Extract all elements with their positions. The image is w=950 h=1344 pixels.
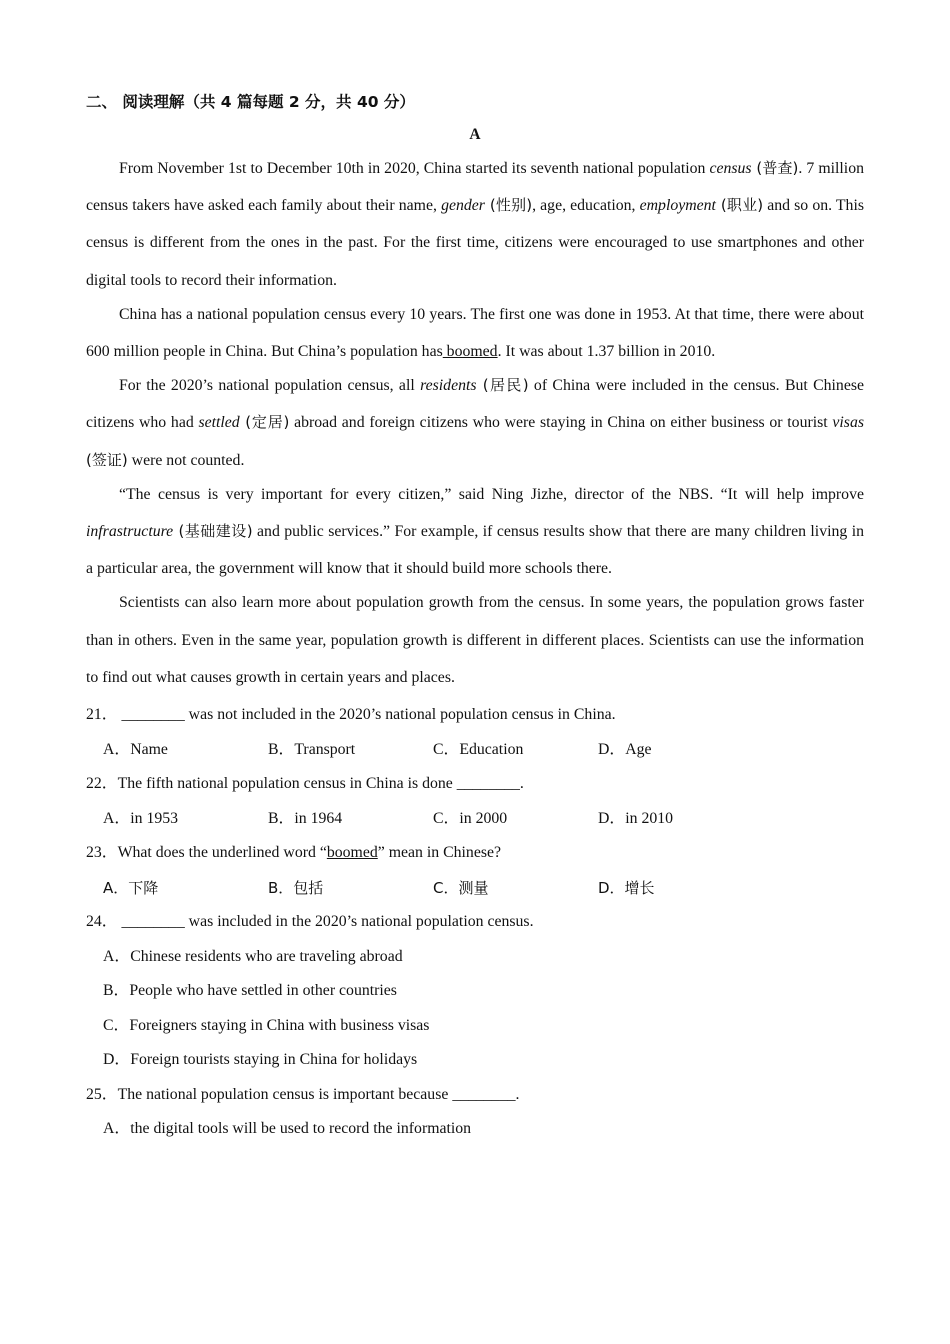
text: were not counted. (127, 451, 245, 469)
text: “The census is very important for every citizen,” said Ning Jizhe, director of the NBS. “It will help improve (119, 485, 864, 503)
option-c: C．Education (433, 740, 524, 758)
chinese-gloss: (普查) (751, 159, 799, 177)
paragraph-1 (86, 150, 864, 299)
paragraph-2 (86, 296, 864, 370)
option-b: B．People who have settled in other countries (103, 982, 397, 999)
option-a: A．in 1953 (103, 809, 179, 827)
section-title: 二、 阅读理解（共 4 篇每题 2 分，共 40 分） (86, 93, 415, 111)
question-23-options (86, 873, 864, 908)
option-a: A．the digital tools will be used to record the information (103, 1120, 472, 1137)
reading-passage (86, 150, 864, 696)
option-c: C．Foreigners staying in China with business visas (103, 1016, 430, 1034)
question-22-options (86, 804, 864, 839)
italic-word: residents (420, 377, 477, 395)
question-23-stem (86, 838, 864, 873)
text: ” mean in Chinese? (377, 844, 502, 861)
text: . It was about 1.37 billion in 2010. (497, 343, 716, 361)
text: 23．What does the underlined word “ (86, 844, 327, 861)
underlined-word: boomed (326, 844, 378, 861)
option-b: B．Transport (268, 740, 356, 758)
option-d: D．Foreign tourists staying in China for holidays (103, 1051, 418, 1068)
chinese-gloss: (基础建设) (173, 522, 253, 541)
underlined-word: boomed (442, 343, 498, 361)
option-d: D．Age (598, 740, 652, 758)
option-b: B．in 1964 (268, 809, 343, 827)
chinese-gloss: (居民) (476, 376, 529, 395)
option-a: A．下降 (103, 878, 159, 897)
text: abroad and foreign citizens who were staying in China on either business or tourist (289, 414, 833, 432)
paragraph-3 (86, 367, 864, 479)
italic-word: visas (832, 414, 864, 432)
paragraph-4 (86, 476, 864, 588)
paragraph-5 (86, 584, 864, 696)
text: For the 2020’s national population census, all (119, 377, 421, 395)
italic-word: employment (639, 197, 716, 215)
chinese-gloss: (定居) (239, 413, 290, 432)
text: of China were included in the census. But Chinese citizens who had (86, 377, 865, 432)
italic-word: census (709, 160, 752, 177)
question-22-stem: 22．The fifth national population census in China is done ________. (86, 775, 524, 792)
question-21-stem: 21． ________ was not included in the 2020’s national population census in China. (86, 706, 616, 723)
question-list (86, 700, 864, 1149)
chinese-gloss: (性别) (484, 196, 533, 215)
italic-word: settled (198, 414, 240, 432)
text: and public services.” For example, if census results show that there are many children living in a particular area, the government will know that it should build more schools there. (86, 523, 864, 578)
option-d: D．in 2010 (598, 809, 674, 827)
italic-word: gender (441, 197, 485, 215)
chinese-gloss: (签证) (86, 450, 128, 469)
text: From November 1st to December 10th in 2020, China started its seventh national population (119, 160, 710, 177)
option-c: C．in 2000 (433, 809, 508, 827)
question-25-stem: 25．The national population census is important because ________. (86, 1085, 520, 1103)
text: . 7 million census takers have asked each family about their name, (86, 160, 864, 215)
text: and so on. This census is different from the ones in the past. For the first time, citizens were encouraged to use smartphones and other digital tools to record their information. (86, 197, 864, 289)
passage-label: A (469, 126, 481, 143)
text: China has a national population census every 10 years. The first one was done in 1953. At that time, there were about 600 million people in China. But China’s population has (86, 305, 864, 361)
option-a: A．Name (103, 740, 168, 758)
question-21-options (86, 735, 864, 770)
option-c: C．测量 (433, 878, 489, 897)
option-b: B．包括 (268, 878, 324, 897)
option-d: D．增长 (598, 878, 655, 897)
italic-word: infrastructure (86, 523, 174, 541)
chinese-gloss: (职业) (715, 196, 764, 215)
question-24-stem: 24． ________ was included in the 2020’s national population census. (86, 913, 534, 930)
text: Scientists can also learn more about population growth from the census. In some years, the population grows faster than in others. Even in the same year, population growth is different in different places. Scientists can use the information to find out what causes growth in certain years and places. (86, 594, 864, 686)
text: , age, education, (532, 197, 640, 215)
option-a: A．Chinese residents who are traveling abroad (103, 947, 403, 965)
